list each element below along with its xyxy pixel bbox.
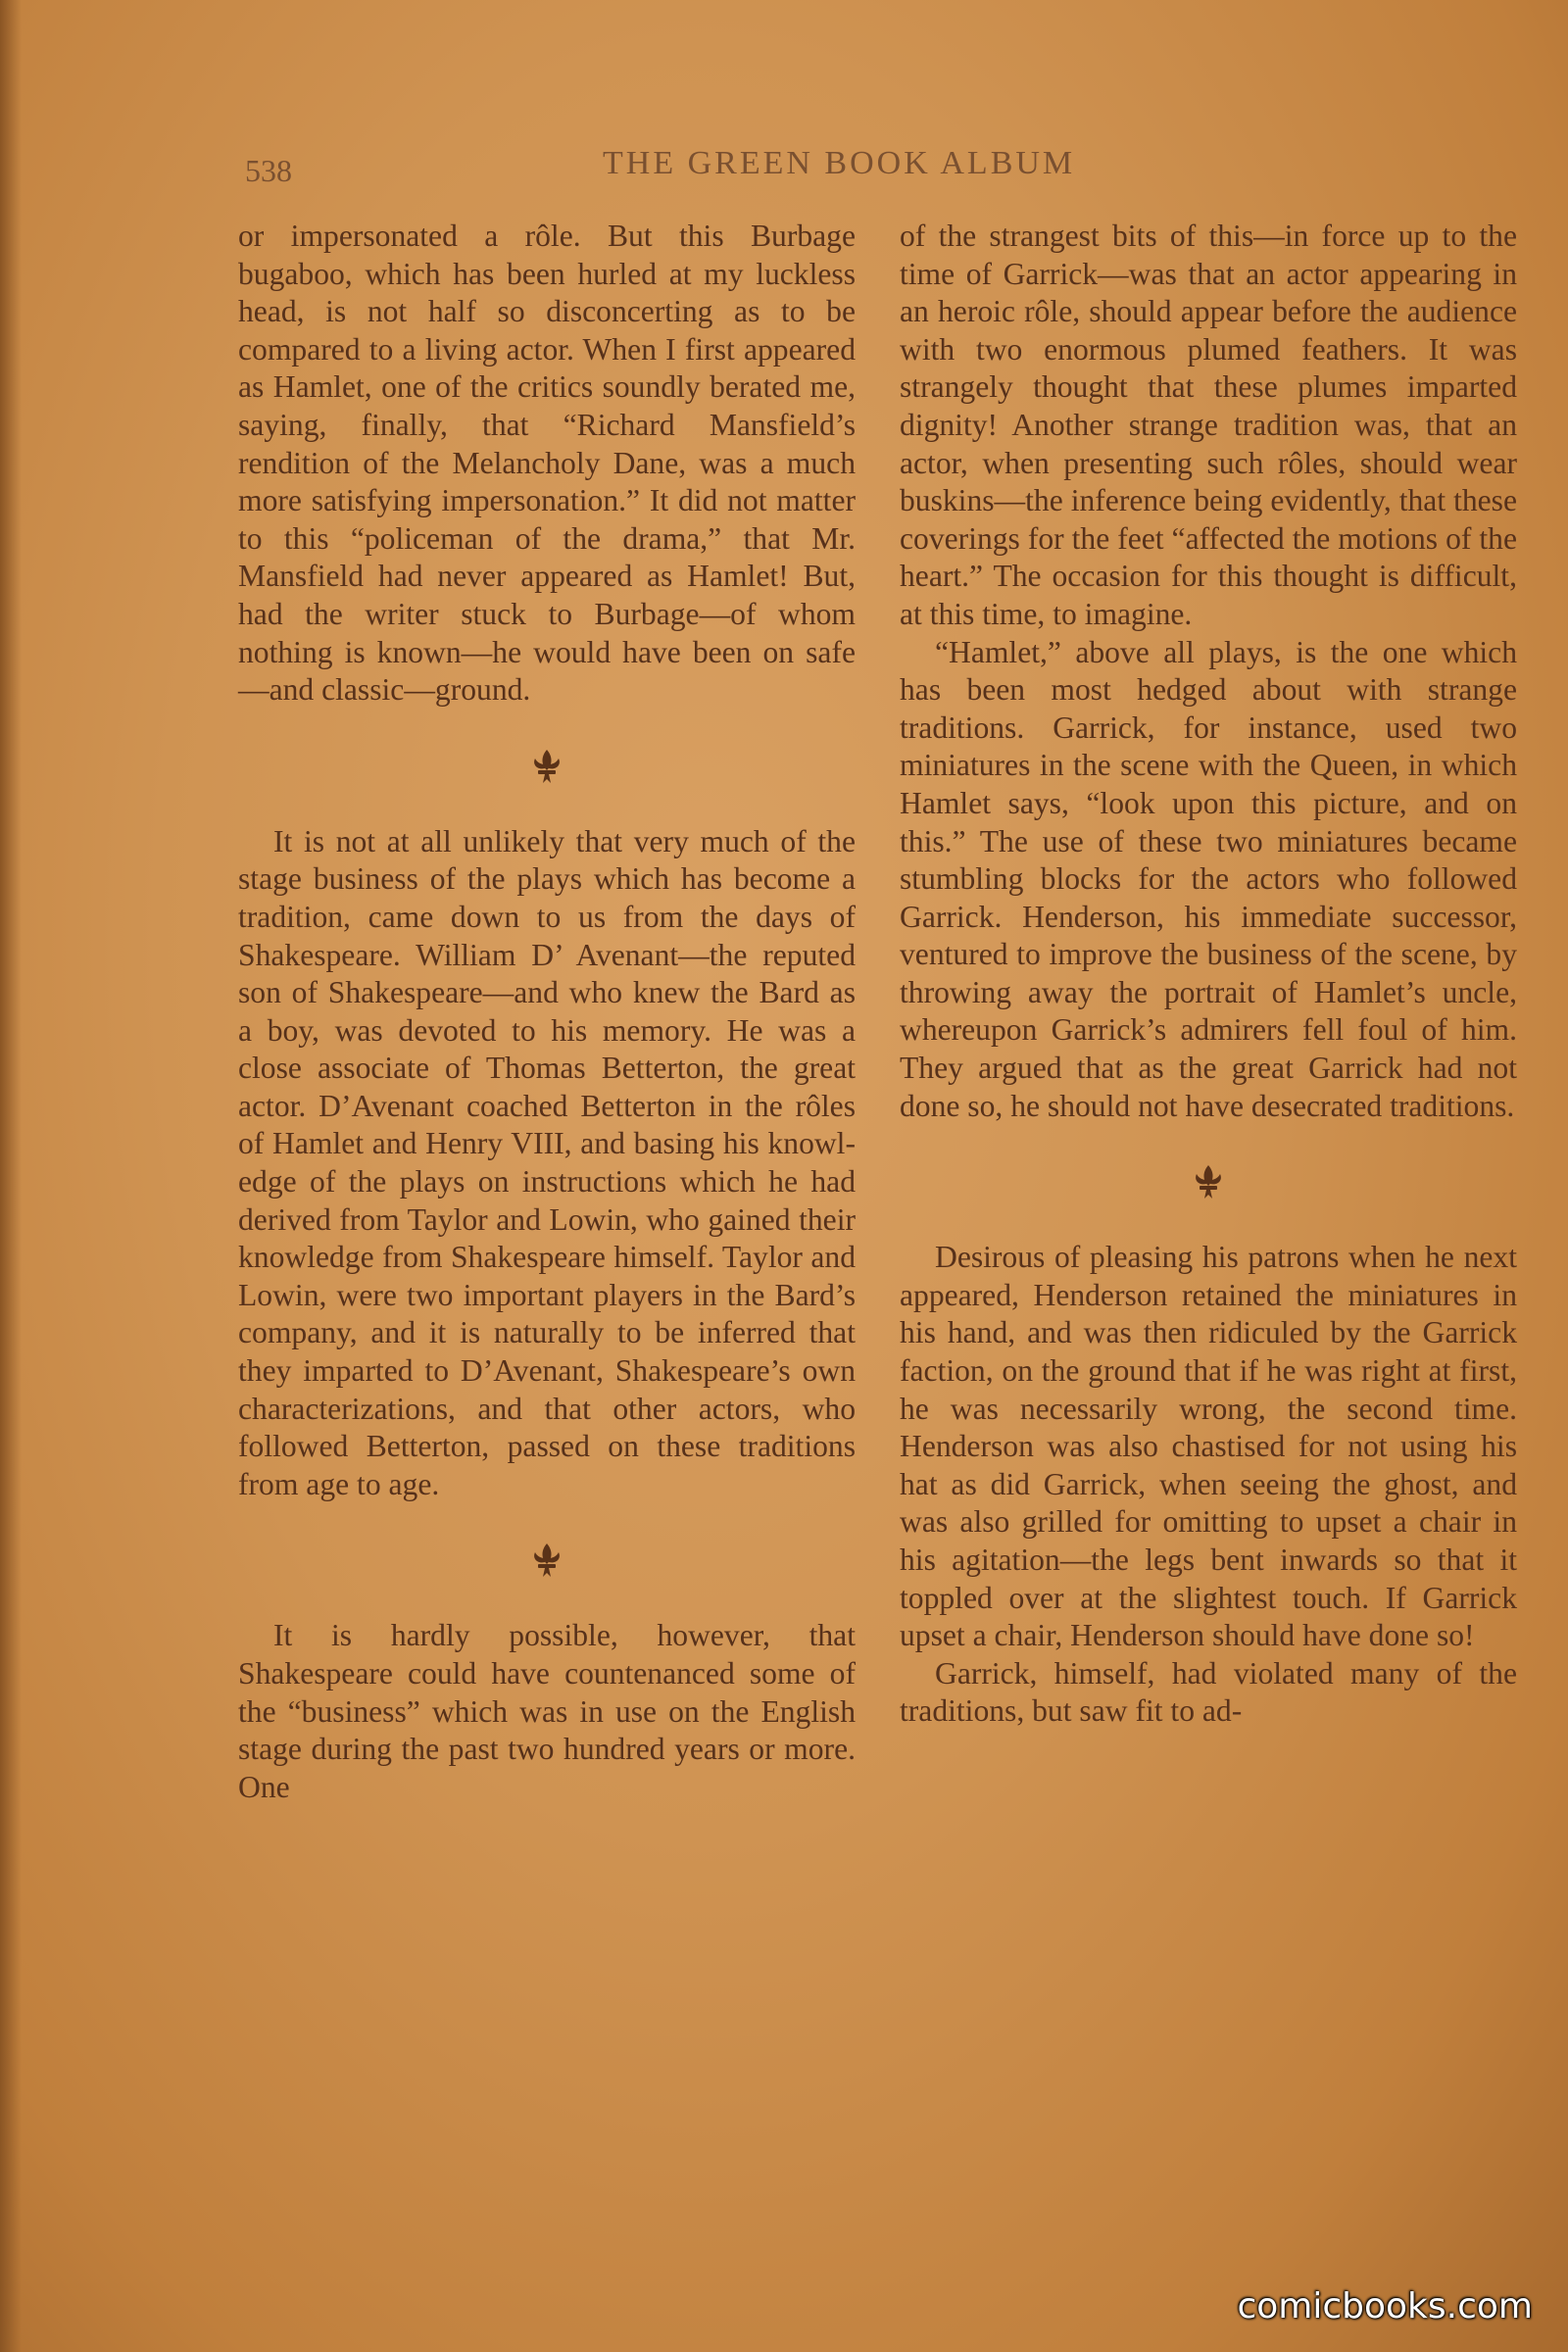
paragraph: It is not at all unlikely that very much of the stage business of the plays which has become a tradition, came down to us from the days of Shakespeare. William D’ Avenant—the reputed son of Shakespeare—and who knew the Bard as a boy, was devoted to his memory. He was a close associate of Thomas Betterton, the great actor. D’Avenant coached Betterton in the rôles of Hamlet and Henry VIII, and basing his knowledge of the plays on instructions which he had derived from Taylor and Lowin, who gained their knowledge from Shakespeare himself. Taylor and Lowin, were two important players in the Bard’s company, and it is naturally to be inferred that they imparted to D’Avenant, Shakespeare’s own characterizations, and that other actors, who followed Betterton, passed on these traditions from age to age. — [238, 823, 856, 1501]
running-title: THE GREEN BOOK ALBUM — [603, 145, 1076, 181]
page-number: 538 — [245, 153, 292, 188]
fleur-de-lis-icon — [900, 1125, 1517, 1239]
paragraph: or impersonated a rôle. But this Burbage bugaboo, which has been hurled at my luckless head, is not half so disconcerting as to be compared to a living actor. When I first appeared as Hamlet, one of the critics soundly berated me, saying, finally, that “Richard Mansfield’s rendition of the Melancholy Dane, was a much more satisfying impersonation.” It did not matter to this “policeman of the drama,” that Mr. Mansfield had never appeared as Hamlet! But, had the writer stuck to Burbage—of whom nothing is known—he would have been on safe—and classic—ground. — [238, 219, 856, 708]
paragraph: Garrick, himself, had violated many of the traditions, but saw fit to ad- — [900, 1655, 1517, 1729]
paragraph: “Hamlet,” above all plays, is the one which has been most hedged about with strange traditions. Garrick, for instance, used two miniatures in the scene with the Queen, in which Hamlet says, “look upon this picture, and on this.” The use of these two miniatures became stumbling blocks for the actors who followed Garrick. Henderson, his immediate successor, ventured to improve the business of the scene, by throwing away the portrait of Hamlet’s uncle, whereupon Garrick’s admirers fell foul of him. They argued that as the great Garrick had not done so, he should not have desecrated traditions. — [900, 634, 1517, 1123]
site-watermark: comicbooks.com — [1237, 2286, 1533, 2327]
left-column — [238, 218, 856, 1806]
page-edge-shadow — [0, 0, 22, 2352]
paragraph: of the strangest bits of this—in force up to the time of Garrick—was that an actor appearing in an heroic rôle, should appear before the audience with two enormous plumed feathers. It was strangely thought that these plumes imparted dignity! Another strange tradition was, that an actor, when presenting such rôles, should wear buskins—the inference being evidently, that these coverings for the feet “affected the motions of the heart.” The occasion for this thought is difficult, at this time, to imagine. — [900, 219, 1517, 631]
fleur-de-lis-icon — [238, 710, 856, 823]
paragraph: It is hardly possible, however, that Shakespeare could have countenanced some of the “business” which was in use on the English stage during the past two hundred years or more. One — [238, 1618, 856, 1804]
right-column — [900, 218, 1517, 1731]
page-header — [245, 145, 1548, 204]
fleur-de-lis-icon — [238, 1503, 856, 1617]
paragraph: Desirous of pleasing his patrons when he next appeared, Henderson retained the miniatures in his hand, and was then ridiculed by the Garrick faction, on the ground that if he was right at first, he was necessarily wrong, the second time. Henderson was also chastised for not using his hat as did Garrick, when seeing the ghost, and was also grilled for omitting to upset a chair in his agitation—the legs bent inwards so that it toppled over at the slightest touch. If Garrick upset a chair, Henderson should have done so! — [900, 1240, 1517, 1653]
